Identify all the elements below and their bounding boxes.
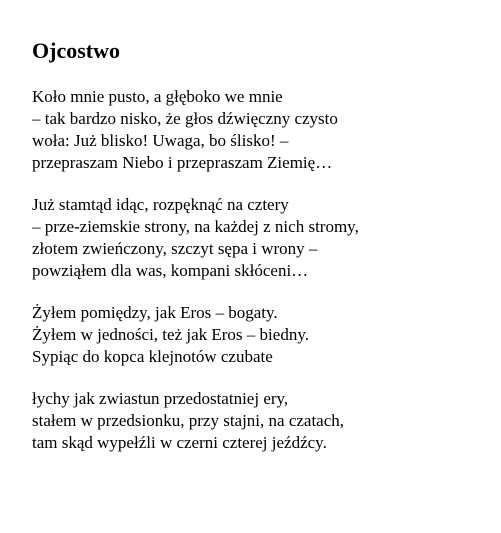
- poem-line: woła: Już blisko! Uwaga, bo ślisko! –: [32, 131, 289, 150]
- poem-title: Ojcostwo: [32, 38, 120, 63]
- poem-line: łychy jak zwiastun przedostatniej ery,: [32, 389, 289, 408]
- poem-line: Sypiąc do kopca klejnotów czubate: [32, 347, 273, 366]
- stanza-4: [32, 388, 492, 454]
- poem-line: tam skąd wypełźli w czerni czterej jeźdźcy.: [32, 433, 327, 452]
- poem-line: Żyłem pomiędzy, jak Eros – bogaty.: [32, 303, 278, 322]
- poem-line: stałem w przedsionku, przy stajni, na czatach,: [32, 411, 345, 430]
- poem-line: powziąłem dla was, kompani skłóceni…: [32, 261, 309, 280]
- poem-line: – prze-ziemskie strony, na każdej z nich stromy,: [32, 217, 359, 236]
- poem-body: [32, 86, 492, 474]
- stanza-3: [32, 302, 492, 368]
- poem-line: Koło mnie pusto, a głęboko we mnie: [32, 87, 283, 106]
- poem-line: Już stamtąd idąc, rozpęknąć na cztery: [32, 195, 289, 214]
- poem-line: – tak bardzo nisko, że głos dźwięczny czysto: [32, 109, 338, 128]
- stanza-1: [32, 86, 492, 174]
- poem-line: złotem zwieńczony, szczyt sępa i wrony –: [32, 239, 318, 258]
- poem-line: przepraszam Niebo i przepraszam Ziemię…: [32, 153, 333, 172]
- stanza-2: [32, 194, 492, 282]
- poem-line: Żyłem w jedności, też jak Eros – biedny.: [32, 325, 309, 344]
